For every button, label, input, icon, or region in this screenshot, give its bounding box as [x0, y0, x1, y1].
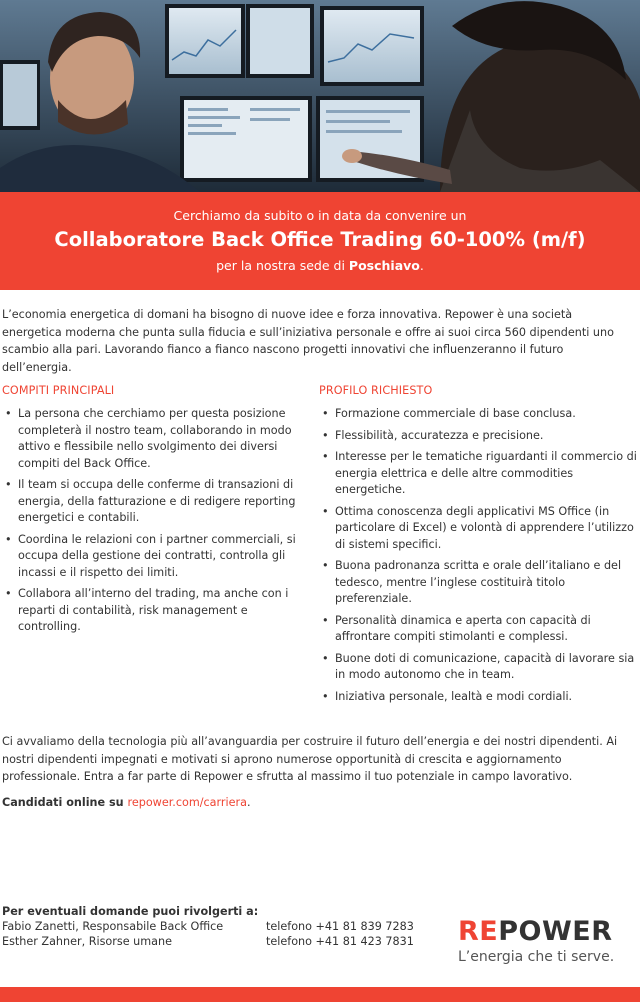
list-item: • Flessibilità, accuratezza e precisione.	[319, 428, 637, 445]
location-name: Poschiavo	[348, 258, 420, 273]
logo-wordmark: REPOWER	[458, 916, 613, 947]
contact-phone: telefono +41 81 423 7831	[266, 935, 414, 948]
banner-location: per la nostra sede di Poschiavo.	[216, 258, 424, 273]
career-link[interactable]: repower.com/carriera	[127, 796, 247, 809]
banner-intro: Cerchiamo da subito o in data da convenire un	[173, 208, 467, 223]
list-item: • La persona che cerchiamo per questa posizione completerà il nostro team, collaborando in modo attivo e flessibile nello svolgimento dei diversi compiti del Back Office.	[2, 406, 298, 472]
contact-heading: Per eventuali domande puoi rivolgerti a:	[2, 905, 259, 918]
tasks-list	[2, 406, 298, 636]
logo-slogan: L’energia che ti serve.	[458, 949, 615, 965]
profile-list	[319, 406, 637, 705]
list-item: • Interesse per le tematiche riguardanti il commercio di energia elettrica e delle altre commodities energetiche.	[319, 449, 637, 499]
profile-heading: PROFILO RICHIESTO	[319, 384, 433, 397]
tasks-section	[2, 384, 298, 641]
list-item: • Buona padronanza scritta e orale dell’italiano e del tedesco, mentre l’inglese costituirà titolo preferenziale.	[319, 558, 637, 608]
bottom-accent-bar	[0, 987, 640, 1002]
tasks-heading: COMPITI PRINCIPALI	[2, 384, 115, 397]
profile-section	[319, 384, 637, 710]
contact-name: Esther Zahner, Risorse umane	[2, 935, 172, 948]
apply-line: Candidati online su repower.com/carriera.	[2, 796, 251, 809]
list-item: • Buone doti di comunicazione, capacità di lavorare sia in modo autonomo che in team.	[319, 651, 637, 684]
job-title: Collaboratore Back Office Trading 60-100% (m/f)	[54, 228, 586, 251]
list-item: • Formazione commerciale di base conclusa.	[319, 406, 637, 423]
contact-section	[2, 904, 442, 949]
list-item: • Personalità dinamica e aperta con capacità di affrontare compiti stimolanti e complessi.	[319, 613, 637, 646]
job-title-banner	[0, 192, 640, 290]
list-item: • Coordina le relazioni con i partner commerciali, si occupa della gestione dei contratti, controlla gli incassi e il rispetto dei limiti.	[2, 532, 298, 582]
outro-paragraph: Ci avvaliamo della tecnologia più all’avanguardia per costruire il futuro dell’energia e dei nostri dipendenti. Ai nostri dipendenti impegnati e motivati si aprono numerose opportunità di crescita e aggiornamento professionale. Entra a far parte di Repower e sfrutta al massimo il tuo potenziale in campo lavorativo.	[2, 735, 618, 784]
contact-row	[2, 934, 442, 949]
list-item: • Collabora all’interno del trading, ma anche con i reparti di contabilità, risk management e controlling.	[2, 586, 298, 636]
repower-logo	[458, 916, 638, 974]
list-item: • Ottima conoscenza degli applicativi MS Office (in particolare di Excel) e volontà di apprendere l’utilizzo di sistemi specifici.	[319, 504, 637, 554]
list-item: • Il team si occupa delle conferme di transazioni di energia, della fatturazione e di redigere reporting energetici e contabili.	[2, 477, 298, 527]
apply-label: Candidati online su	[2, 796, 128, 809]
contact-row	[2, 919, 442, 934]
list-item: • Iniziativa personale, lealtà e modi cordiali.	[319, 689, 637, 706]
intro-paragraph: L’economia energetica di domani ha bisogno di nuove idee e forza innovativa. Repower è una società energetica moderna che punta sulla fiducia e sull’iniziativa personale e offre ai suoi circa 560 dipendenti uno scambio alla pari. Lavorando fianco a fianco nascono progetti innovativi che influenzeranno il futuro dell’energia.	[2, 308, 614, 374]
contact-name: Fabio Zanetti, Responsabile Back Office	[2, 920, 224, 933]
contact-phone: telefono +41 81 839 7283	[266, 920, 414, 933]
hero-photo	[0, 0, 640, 192]
